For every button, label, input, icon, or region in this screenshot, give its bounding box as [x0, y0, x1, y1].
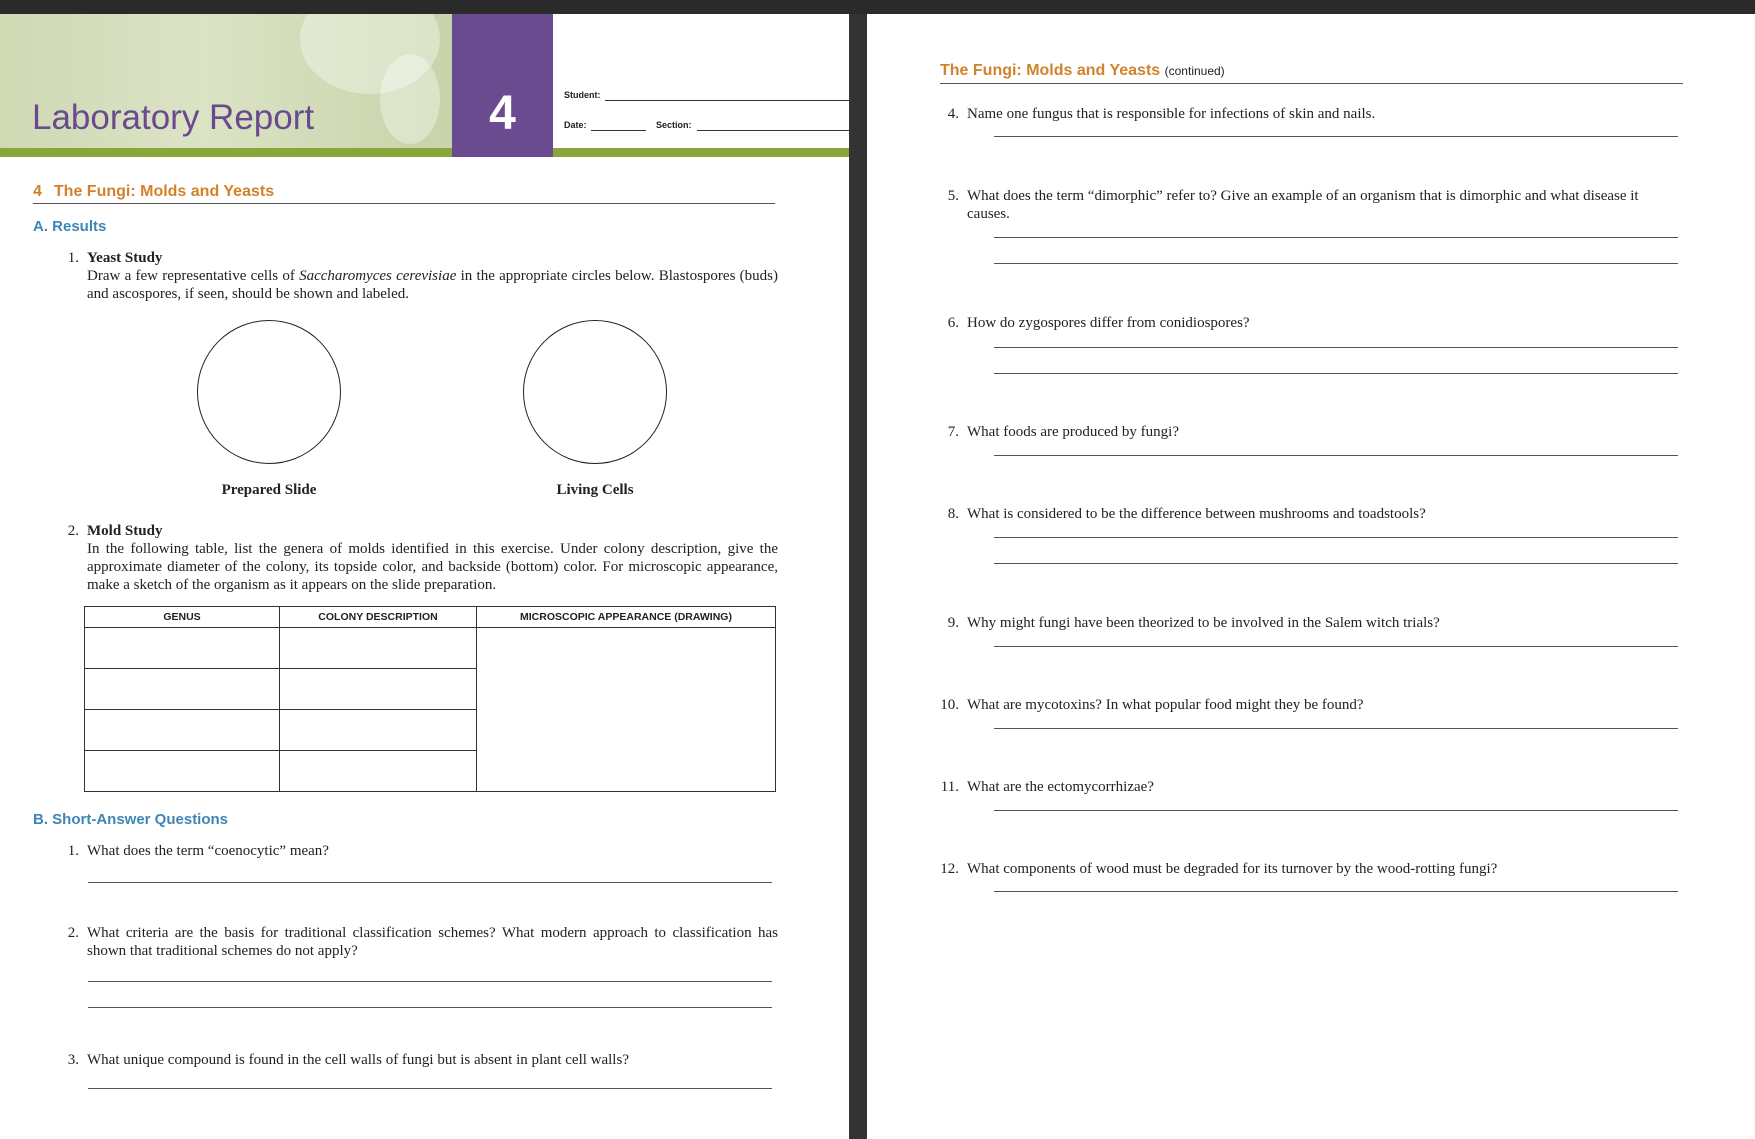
report-title: Laboratory Report [32, 98, 315, 137]
answer-line[interactable] [994, 263, 1678, 264]
question-text: What is considered to be the difference between mushrooms and toadstools? [967, 506, 1426, 522]
continued-title [940, 62, 1683, 84]
question-number: 6. [947, 315, 959, 331]
col-microscopic-appearance: MICROSCOPIC APPEARANCE (DRAWING) [477, 607, 776, 628]
student-label: Student: [564, 90, 601, 100]
results-heading: A. Results [33, 218, 107, 235]
question-text: What are mycotoxins? In what popular food might they be found? [967, 697, 1364, 713]
question-number: 4. [947, 106, 959, 122]
caption-prepared-slide: Prepared Slide [221, 482, 317, 498]
question-text: How do zygospores differ from conidiospores? [967, 315, 1250, 331]
page-left [0, 14, 849, 1139]
section-title-text: The Fungi: Molds and Yeasts [53, 183, 275, 200]
question-text: What criteria are the basis for traditional classification schemes? What modern approach to classification has shown that traditional schemes do not apply? [87, 925, 778, 959]
question-number: 10. [940, 697, 959, 713]
mold-instructions: In the following table, list the genera of molds identified in this exercise. Under colony description, give the approximate diameter of the colony, its topside color, and backside (bottom) color. For microscopic appearance, make a sketch of the organism as it appears on the slide preparation. [87, 541, 778, 593]
drawing-circle-living-cells[interactable] [523, 320, 667, 464]
question-number: 2. [67, 925, 79, 941]
yeast-instructions [87, 267, 778, 303]
question-text: What foods are produced by fungi? [967, 424, 1180, 440]
answer-line[interactable] [994, 728, 1678, 729]
section-label: Section: [656, 120, 692, 130]
header-rule [0, 148, 849, 157]
question-number: 1. [67, 843, 79, 859]
report-number: 4 [452, 14, 553, 157]
colony-cell[interactable] [280, 669, 477, 710]
answer-line[interactable] [994, 891, 1678, 892]
question-text: Name one fungus that is responsible for infections of skin and nails. [967, 106, 1376, 122]
answer-line[interactable] [994, 373, 1678, 374]
colony-cell[interactable] [280, 628, 477, 669]
yeast-title: Yeast Study [87, 250, 163, 266]
viewer-top-bar [0, 0, 1755, 14]
colony-cell[interactable] [280, 710, 477, 751]
answer-line[interactable] [994, 563, 1678, 564]
question-number: 8. [947, 506, 959, 522]
colony-cell[interactable] [280, 751, 477, 792]
student-field[interactable] [605, 100, 849, 101]
answer-line[interactable] [994, 136, 1678, 137]
mold-number: 2. [67, 523, 79, 539]
question-number: 9. [947, 615, 959, 631]
answer-line[interactable] [88, 981, 772, 982]
yeast-text-before: Draw a few representative cells of [87, 268, 300, 284]
answer-line[interactable] [88, 882, 772, 883]
question-number: 5. [947, 188, 959, 204]
answer-line[interactable] [994, 810, 1678, 811]
mold-table-header [85, 607, 776, 628]
question-text: Why might fungi have been theorized to be involved in the Salem witch trials? [967, 615, 1440, 631]
genus-cell[interactable] [85, 628, 280, 669]
table-row [85, 628, 776, 669]
answer-line[interactable] [994, 455, 1678, 456]
answer-line[interactable] [994, 237, 1678, 238]
caption-living-cells: Living Cells [556, 482, 634, 498]
question-number: 11. [940, 779, 959, 795]
yeast-number: 1. [67, 250, 79, 266]
answer-line[interactable] [88, 1007, 772, 1008]
continued-label: (continued) [1164, 64, 1225, 78]
question-text: What does the term “dimorphic” refer to? Give an example of an organism that is dimorphic and what disease it causes. [967, 188, 1639, 222]
yeast-species: Saccharomyces cerevisiae [299, 268, 457, 284]
section-field[interactable] [697, 130, 849, 131]
continued-title-text: The Fungi: Molds and Yeasts [940, 62, 1161, 79]
yeast-text-after: in the appropriate circles below. Blastospores (buds) and ascospores, if seen, should be shown and labeled. [87, 268, 779, 302]
answer-line[interactable] [994, 347, 1678, 348]
question-number: 12. [940, 861, 959, 877]
question-number: 7. [947, 424, 959, 440]
question-text: What are the ectomycorrhizae? [967, 779, 1154, 795]
section-title [33, 183, 775, 204]
genus-cell[interactable] [85, 669, 280, 710]
drawing-cell[interactable] [477, 628, 776, 792]
answer-line[interactable] [994, 646, 1678, 647]
col-genus: GENUS [85, 607, 280, 628]
page-right [867, 14, 1755, 1139]
section-number: 4 [33, 183, 42, 200]
page-gutter [849, 14, 867, 1139]
short-answer-heading: B. Short-Answer Questions [33, 811, 229, 828]
answer-line[interactable] [994, 537, 1678, 538]
question-number: 3. [67, 1052, 79, 1068]
date-label: Date: [564, 120, 587, 130]
answer-line[interactable] [88, 1088, 772, 1089]
drawing-circle-prepared-slide[interactable] [197, 320, 341, 464]
question-text: What does the term “coenocytic” mean? [87, 843, 329, 859]
date-field[interactable] [591, 130, 646, 131]
question-text: What unique compound is found in the cell walls of fungi but is absent in plant cell walls? [87, 1052, 629, 1068]
question-text: What components of wood must be degraded for its turnover by the wood-rotting fungi? [967, 861, 1498, 877]
mold-table [84, 606, 776, 792]
genus-cell[interactable] [85, 710, 280, 751]
mold-title: Mold Study [87, 523, 163, 539]
genus-cell[interactable] [85, 751, 280, 792]
header-decoration [380, 54, 440, 144]
col-colony-description: COLONY DESCRIPTION [280, 607, 477, 628]
